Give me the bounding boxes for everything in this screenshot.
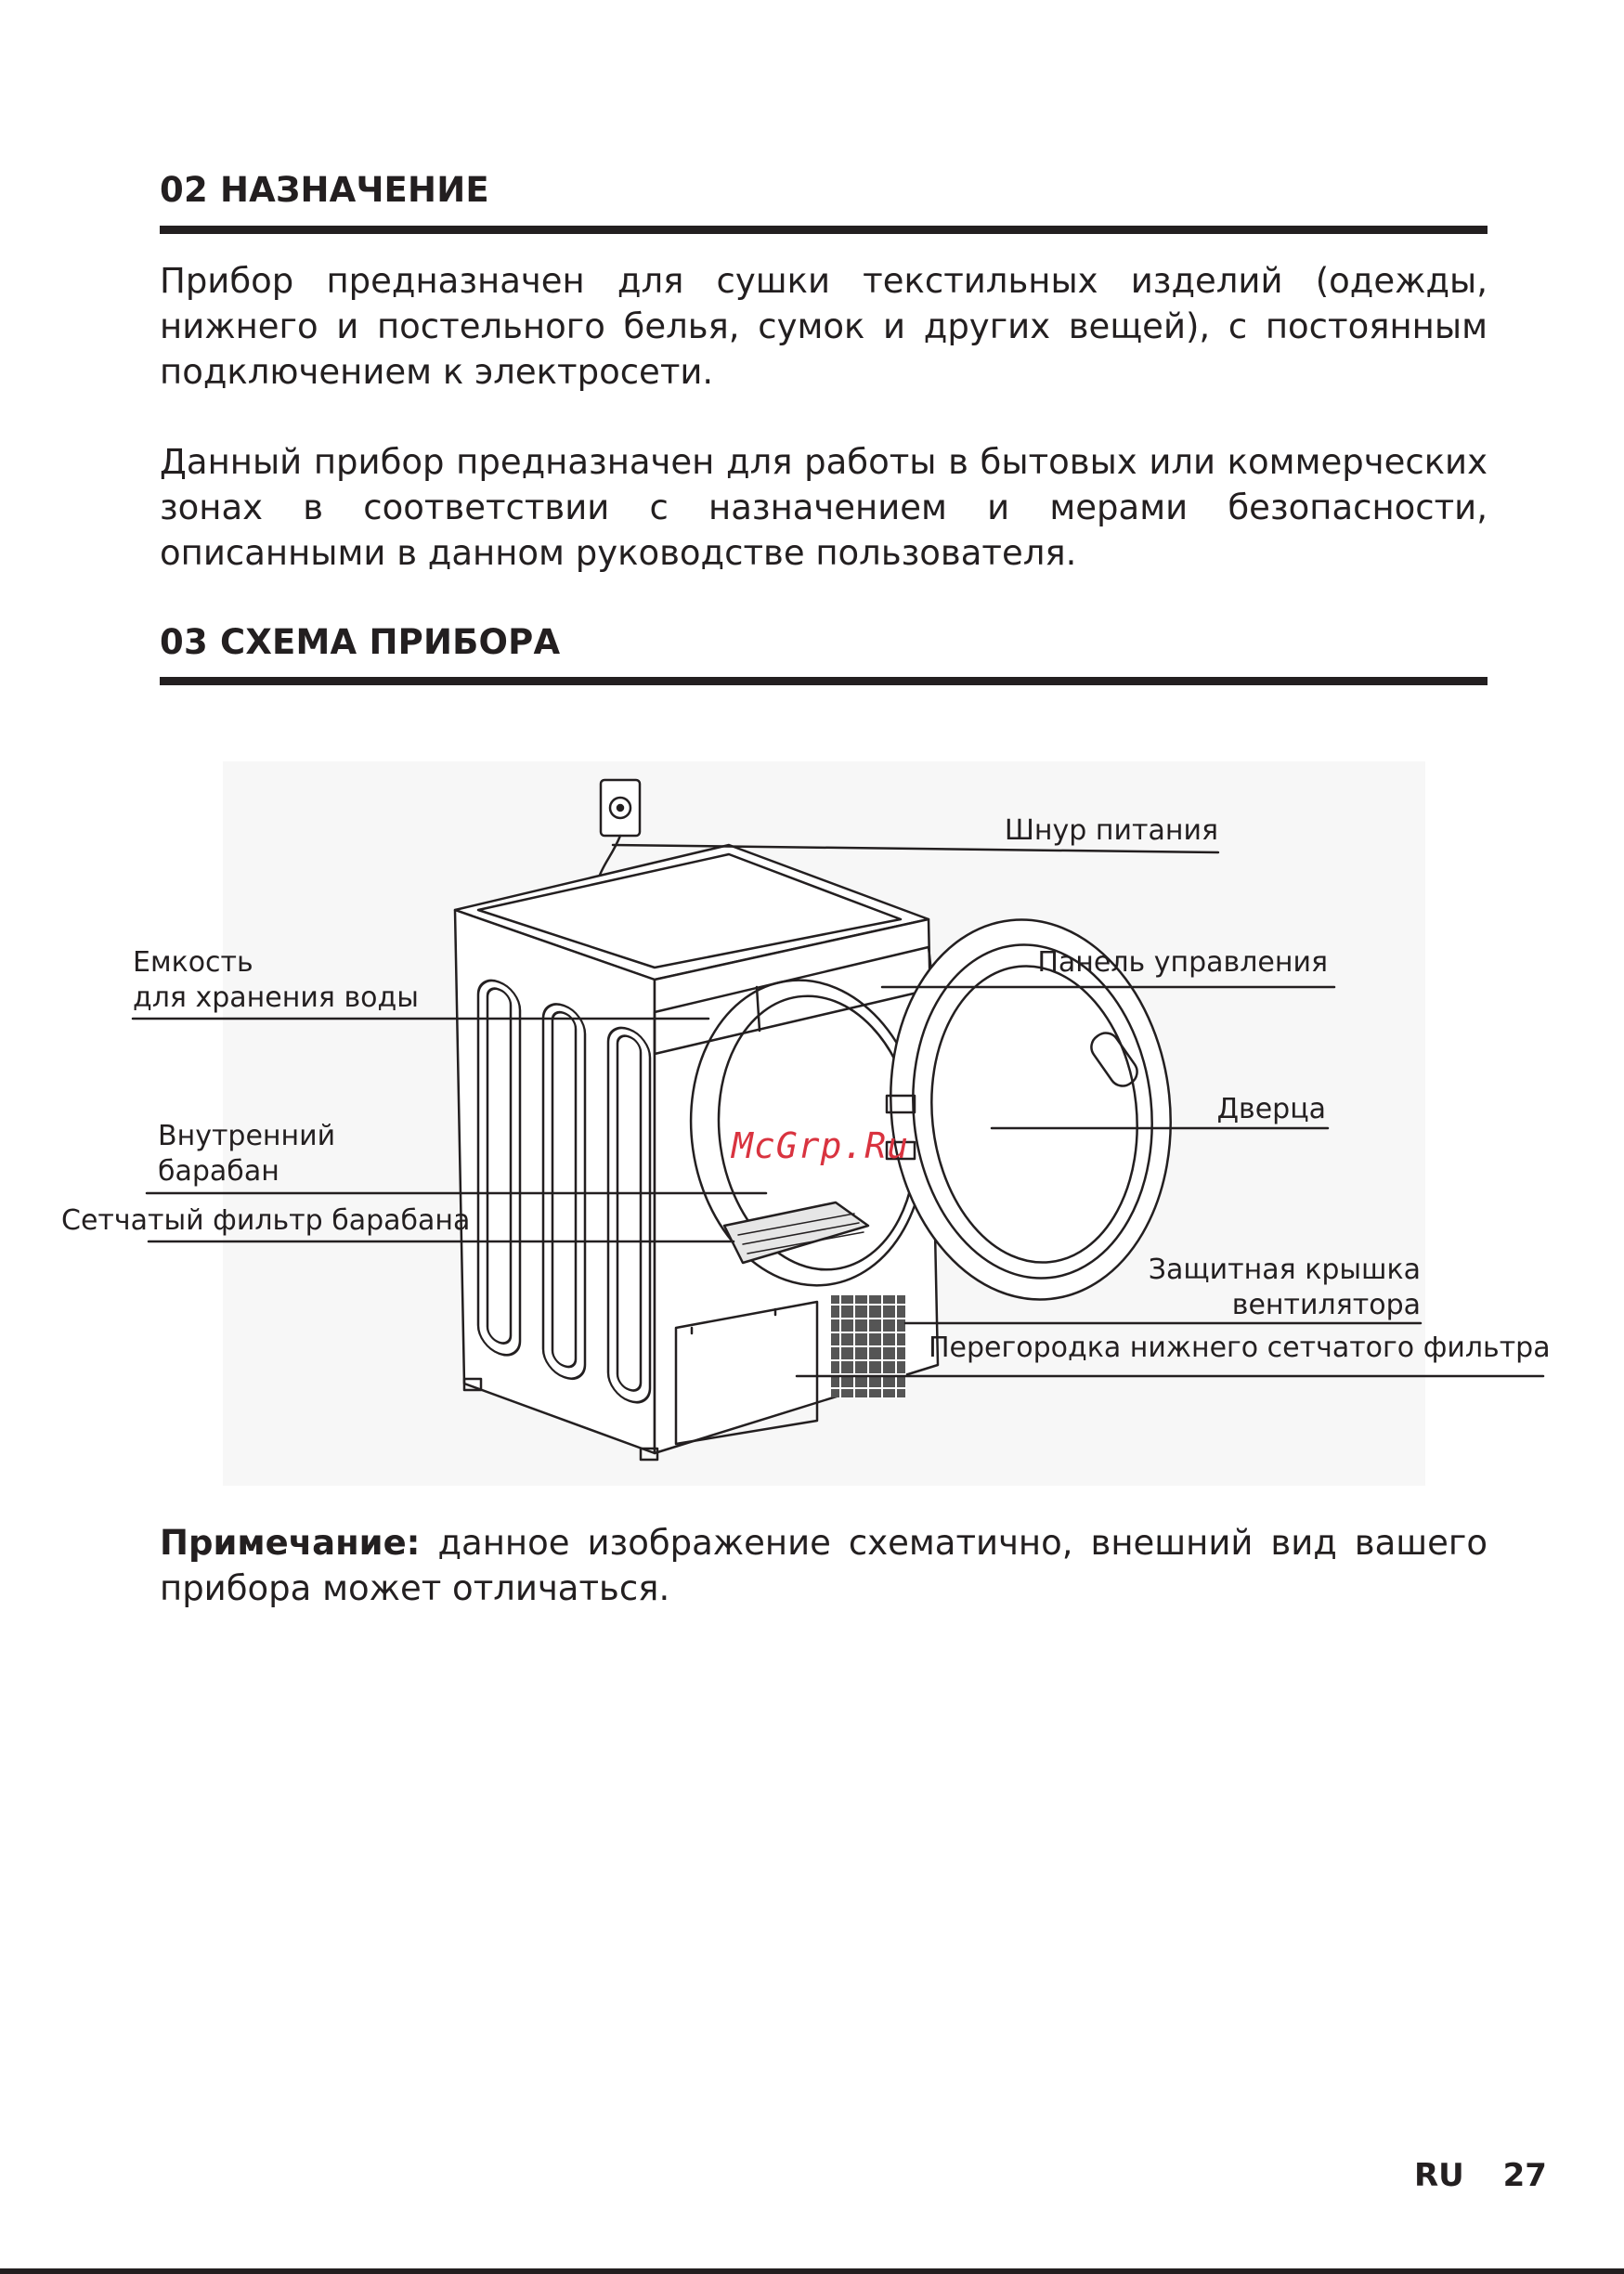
watermark: McGrp.Ru (732, 1125, 910, 1166)
label-lower-filter: Перегородка нижнего сетчатого фильтра (929, 1332, 1551, 1364)
section-divider (160, 677, 1488, 685)
section-divider (160, 226, 1488, 234)
footer-language: RU (1414, 2157, 1464, 2194)
wall-socket-icon (601, 780, 640, 836)
label-fan-cover-line2: вентилятора (1231, 1289, 1421, 1321)
appliance-diagram (0, 724, 1624, 1523)
note-label: Примечание: (160, 1523, 421, 1563)
note-text: данное изображение схематично, внешний вид вашего прибора может отличаться. (160, 1523, 1488, 1608)
section-title-purpose: 02 НАЗНАЧЕНИЕ (160, 170, 489, 210)
label-drum-line2: барабан (158, 1155, 279, 1188)
purpose-paragraph-2: Данный прибор предназначен для работы в бытовых или коммерческих зонах в соответствии с назначением и мерами безопасности, описанными в данном руководстве пользователя. (160, 442, 1488, 573)
bottom-border (0, 2268, 1624, 2274)
label-door: Дверца (1216, 1093, 1326, 1125)
page-number: 27 (1502, 2157, 1547, 2194)
label-water-tank-line2: для хранения воды (133, 981, 419, 1014)
label-fan-cover-line1: Защитная крышка (1148, 1254, 1421, 1286)
purpose-paragraph-1: Прибор предназначен для сушки текстильных изделий (одежды, нижнего и постельного белья, сумок и других вещей), с постоянным подключением к электросети. (160, 261, 1488, 392)
page-footer (1414, 2157, 1547, 2194)
note-paragraph (160, 1520, 1488, 1611)
label-power-cord: Шнур питания (1004, 814, 1218, 847)
label-drum-line1: Внутренний (158, 1120, 336, 1152)
section-title-scheme: 03 СХЕМА ПРИБОРА (160, 622, 561, 662)
label-control-panel: Панель управления (1037, 946, 1328, 979)
label-drum-filter: Сетчатый фильтр барабана (61, 1204, 471, 1237)
label-water-tank-line1: Емкость (133, 946, 253, 979)
